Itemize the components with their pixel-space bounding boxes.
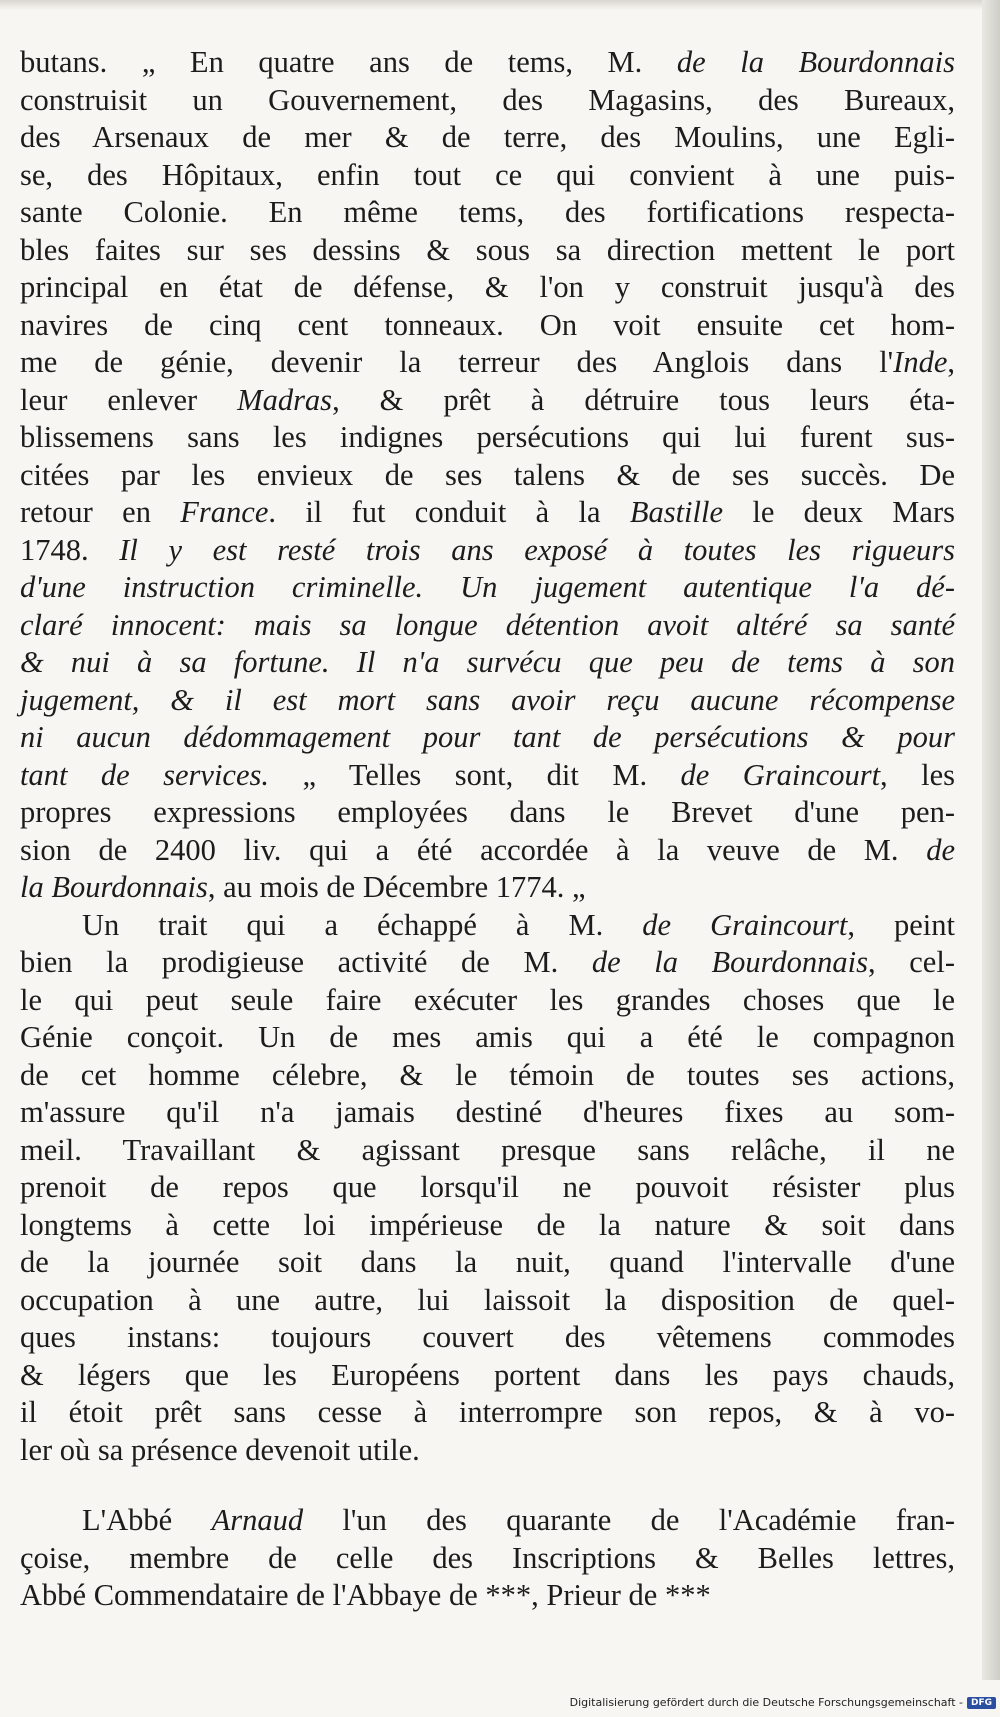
- text-line: [20, 944, 955, 982]
- text-run: tant de services.: [20, 757, 270, 792]
- text-run: çoise, membre de celle des Inscriptions & Belles lettres,: [20, 1540, 955, 1575]
- text-run: m'assure qu'il n'a jamais destiné d'heures fixes au som-: [20, 1095, 955, 1129]
- text-run: de Graincourt: [680, 757, 881, 792]
- text-run: occupation à une autre, lui laissoit la disposition de quel-: [20, 1282, 955, 1317]
- text-run: retour en: [20, 495, 181, 529]
- text-run: Abbé Commendataire de l'Abbaye de ***, Prieur de ***: [20, 1578, 711, 1612]
- text-run: le deux Mars: [723, 495, 955, 529]
- text-run: Arnaud: [211, 1503, 304, 1537]
- paragraph-gap: [20, 1469, 955, 1502]
- text-run: L'Abbé: [82, 1503, 212, 1537]
- text-run: citées par les envieux de ses talens & de ses succès. De: [20, 457, 955, 492]
- text-run: prenoit de repos que lorsqu'il ne pouvoit résister plus: [20, 1170, 955, 1204]
- text-run: propres expressions employées dans le Brevet d'une pen-: [20, 795, 955, 829]
- text-line: [20, 757, 955, 795]
- text-line: [20, 382, 955, 420]
- page-top-edge: [0, 0, 1000, 10]
- dfg-logo: DFG: [967, 1697, 996, 1709]
- text-line: [20, 644, 955, 682]
- text-run: . il fut conduit à la: [268, 495, 630, 529]
- text-run: ques instans: toujours couvert des vêtemens commodes: [20, 1320, 955, 1354]
- text-line: [20, 1057, 955, 1095]
- text-line: [20, 344, 955, 382]
- text-run: Il y est resté trois ans exposé à toutes les rigueurs: [119, 532, 955, 567]
- text-run: l'un des quarante de l'Académie fran-: [303, 1503, 955, 1537]
- page-right-edge: [982, 0, 1000, 1680]
- text-run: France: [180, 495, 269, 529]
- text-run: leur enlever: [20, 382, 238, 417]
- text-run: se, des Hôpitaux, enfin tout ce qui convient à une puis-: [20, 157, 955, 192]
- text-line: [20, 1502, 955, 1540]
- text-line: [20, 1432, 955, 1470]
- text-line: [20, 1244, 955, 1282]
- text-run: claré innocent: mais sa longue détention avoit altéré sa santé: [20, 607, 955, 642]
- text-line: [20, 832, 955, 870]
- text-line: [20, 1577, 955, 1615]
- text-run: Génie conçoit. Un de mes amis qui a été le compagnon: [20, 1020, 955, 1054]
- text-line: [20, 307, 955, 345]
- text-line: [20, 44, 955, 82]
- text-line: [20, 569, 955, 607]
- text-run: , peint: [847, 907, 955, 942]
- text-run: ler où sa présence devenoit utile.: [20, 1432, 420, 1467]
- text-run: des Arsenaux de mer & de terre, des Moulins, une Egli-: [20, 120, 955, 154]
- text-line: [20, 194, 955, 232]
- text-line: [20, 794, 955, 832]
- text-line: [20, 119, 955, 157]
- text-run: sante Colonie. En même tems, des fortifications respecta-: [20, 195, 955, 229]
- credit-text: Digitalisierung gefördert durch die Deutsche Forschungsgemeinschaft -: [569, 1696, 963, 1709]
- digitization-credit: [570, 1696, 996, 1709]
- text-line: [20, 719, 955, 757]
- text-run: & nui à sa fortune. Il n'a survécu que peu de tems à son: [20, 645, 955, 679]
- text-line: [20, 1207, 955, 1245]
- text-line: [20, 869, 955, 907]
- text-line: [20, 982, 955, 1020]
- text-line: [20, 1394, 955, 1432]
- text-run: , & prêt à détruire tous leurs éta-: [332, 382, 955, 417]
- text-line: [20, 232, 955, 270]
- text-run: la Bourdonnais: [20, 870, 208, 904]
- page-text: [20, 44, 955, 1615]
- text-run: bien la prodigieuse activité de M.: [20, 945, 592, 979]
- text-run: meil. Travaillant & agissant presque sans relâche, il ne: [20, 1132, 955, 1167]
- text-run: bles faites sur ses dessins & sous sa direction mettent le port: [20, 232, 955, 267]
- text-run: Madras: [237, 382, 333, 417]
- text-run: longtems à cette loi impérieuse de la nature & soit dans: [20, 1207, 955, 1242]
- text-line: [20, 1019, 955, 1057]
- text-run: de cet homme célebre, & le témoin de toutes ses actions,: [20, 1057, 955, 1092]
- text-run: Un trait qui a échappé à M.: [82, 907, 643, 942]
- text-line: [20, 1282, 955, 1320]
- text-run: d'une instruction criminelle. Un jugement autentique l'a dé-: [20, 570, 955, 604]
- text-run: „ Telles sont, dit M.: [269, 757, 681, 792]
- text-line: [20, 607, 955, 645]
- text-line: [20, 1357, 955, 1395]
- text-line: [20, 82, 955, 120]
- text-run: jugement, & il est mort sans avoir reçu aucune récompense: [20, 682, 955, 717]
- text-run: me de génie, devenir la terreur des Anglois dans l': [20, 345, 894, 379]
- text-line: [20, 682, 955, 720]
- text-run: butans. „ En quatre ans de tems, M.: [20, 45, 677, 79]
- text-run: de: [926, 832, 955, 867]
- text-line: [20, 157, 955, 195]
- text-run: Inde: [893, 345, 948, 379]
- text-run: & légers que les Européens portent dans les pays chauds,: [20, 1357, 955, 1392]
- text-run: , les: [880, 757, 956, 792]
- text-run: principal en état de défense, & l'on y construit jusqu'à des: [20, 270, 955, 304]
- text-run: sion de 2400 liv. qui a été accordée à la veuve de M.: [20, 832, 927, 867]
- text-run: Bastille: [629, 495, 724, 529]
- text-run: de la journée soit dans la nuit, quand l'intervalle d'une: [20, 1245, 955, 1279]
- text-run: de la Bourdonnais: [591, 945, 869, 979]
- text-run: blissemens sans les indignes persécutions qui lui furent sus-: [20, 420, 955, 454]
- text-line: [20, 494, 955, 532]
- text-run: navires de cinq cent tonneaux. On voit ensuite cet hom-: [20, 307, 955, 342]
- text-run: , cel-: [868, 945, 955, 979]
- text-line: [20, 419, 955, 457]
- text-line: [20, 1540, 955, 1578]
- text-run: construisit un Gouvernement, des Magasins, des Bureaux,: [20, 82, 955, 117]
- text-run: de la Bourdonnais: [676, 45, 955, 79]
- text-line: [20, 1319, 955, 1357]
- text-run: il étoit prêt sans cesse à interrompre son repos, & à vo-: [20, 1395, 955, 1429]
- text-line: [20, 1132, 955, 1170]
- text-line: [20, 1094, 955, 1132]
- text-line: [20, 269, 955, 307]
- text-run: ,: [947, 345, 955, 379]
- text-line: [20, 532, 955, 570]
- text-run: , au mois de Décembre 1774. „: [207, 870, 586, 904]
- text-run: ni aucun dédommagement pour tant de persécutions & pour: [20, 720, 955, 754]
- text-line: [20, 907, 955, 945]
- text-run: de Graincourt: [642, 907, 848, 942]
- text-run: 1748.: [20, 532, 120, 567]
- text-line: [20, 1169, 955, 1207]
- text-line: [20, 457, 955, 495]
- text-run: le qui peut seule faire exécuter les grandes choses que le: [20, 982, 955, 1017]
